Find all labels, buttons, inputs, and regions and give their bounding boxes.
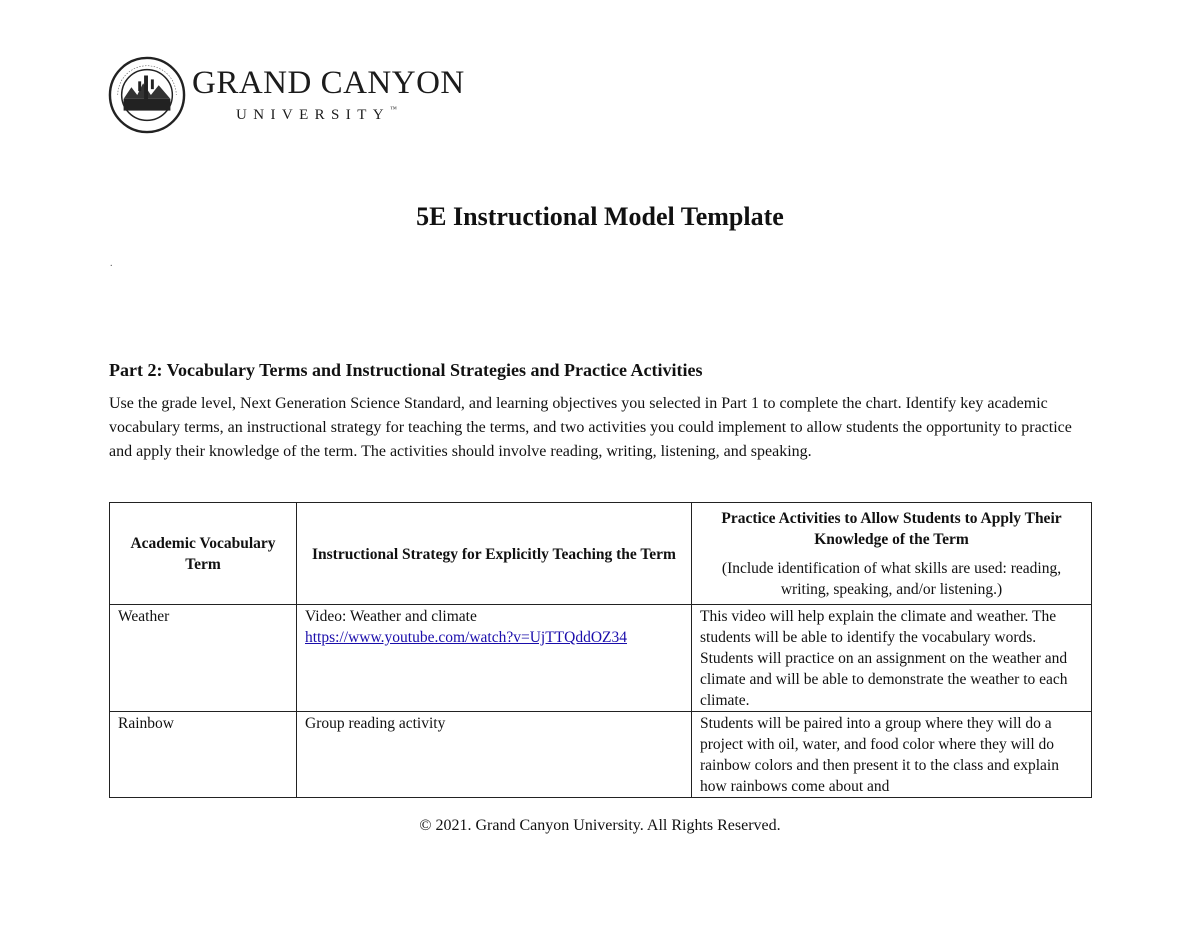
logo-name-line2: UNIVERSITY™ xyxy=(236,105,397,123)
trademark-mark: ™ xyxy=(390,105,397,113)
part-instructions: Use the grade level, Next Generation Science Standard, and learning objectives you selected in Part 1 to complete the chart. Identify key academic vocabulary terms, an instructional strategy for teaching the terms, and two activities you could implement to allow students the opportunity to practice and apply their knowledge of the term. The activities should involve reading, writing, listening, and speaking. xyxy=(109,395,1072,460)
part-heading: Part 2: Vocabulary Terms and Instructional Strategies and Practice Activities xyxy=(109,360,703,380)
table-row xyxy=(110,605,1092,712)
strategy-text: Video: Weather and climate xyxy=(305,608,477,625)
stray-mark: . xyxy=(110,258,113,269)
logo-name-line1: GRAND CANYON xyxy=(192,65,465,101)
row-term: Weather xyxy=(110,605,297,712)
table-row xyxy=(110,712,1092,798)
header-strategy: Instructional Strategy for Explicitly Teaching the Term xyxy=(297,503,692,605)
row-practice: This video will help explain the climate and weather. The students will be able to identify the vocabulary words. Students will practice on an assignment on the weather and climate and will be able to demonstrate the weather to each climate. xyxy=(692,605,1092,712)
row-strategy xyxy=(297,605,692,712)
copyright-footer: © 2021. Grand Canyon University. All Rights Reserved. xyxy=(419,817,781,834)
header-term: Academic Vocabulary Term xyxy=(110,503,297,605)
table-header-row xyxy=(110,503,1092,605)
university-logo xyxy=(108,56,465,134)
row-strategy: Group reading activity xyxy=(297,712,692,798)
video-link[interactable]: https://www.youtube.com/watch?v=UjTTQddOZ34 xyxy=(305,629,627,646)
header-practice xyxy=(692,503,1092,605)
header-practice-title: Practice Activities to Allow Students to Apply Their Knowledge of the Term xyxy=(721,510,1062,548)
vocabulary-table xyxy=(109,502,1092,798)
row-term: Rainbow xyxy=(110,712,297,798)
university-seal-icon xyxy=(108,56,186,134)
header-practice-note: (Include identification of what skills are used: reading, writing, speaking, and/or listening.) xyxy=(721,560,1062,598)
row-practice: Students will be paired into a group where they will do a project with oil, water, and food color where they will do rainbow colors and then present it to the class and explain how rainbows come about and xyxy=(692,712,1092,798)
document-title: 5E Instructional Model Template xyxy=(416,202,784,231)
